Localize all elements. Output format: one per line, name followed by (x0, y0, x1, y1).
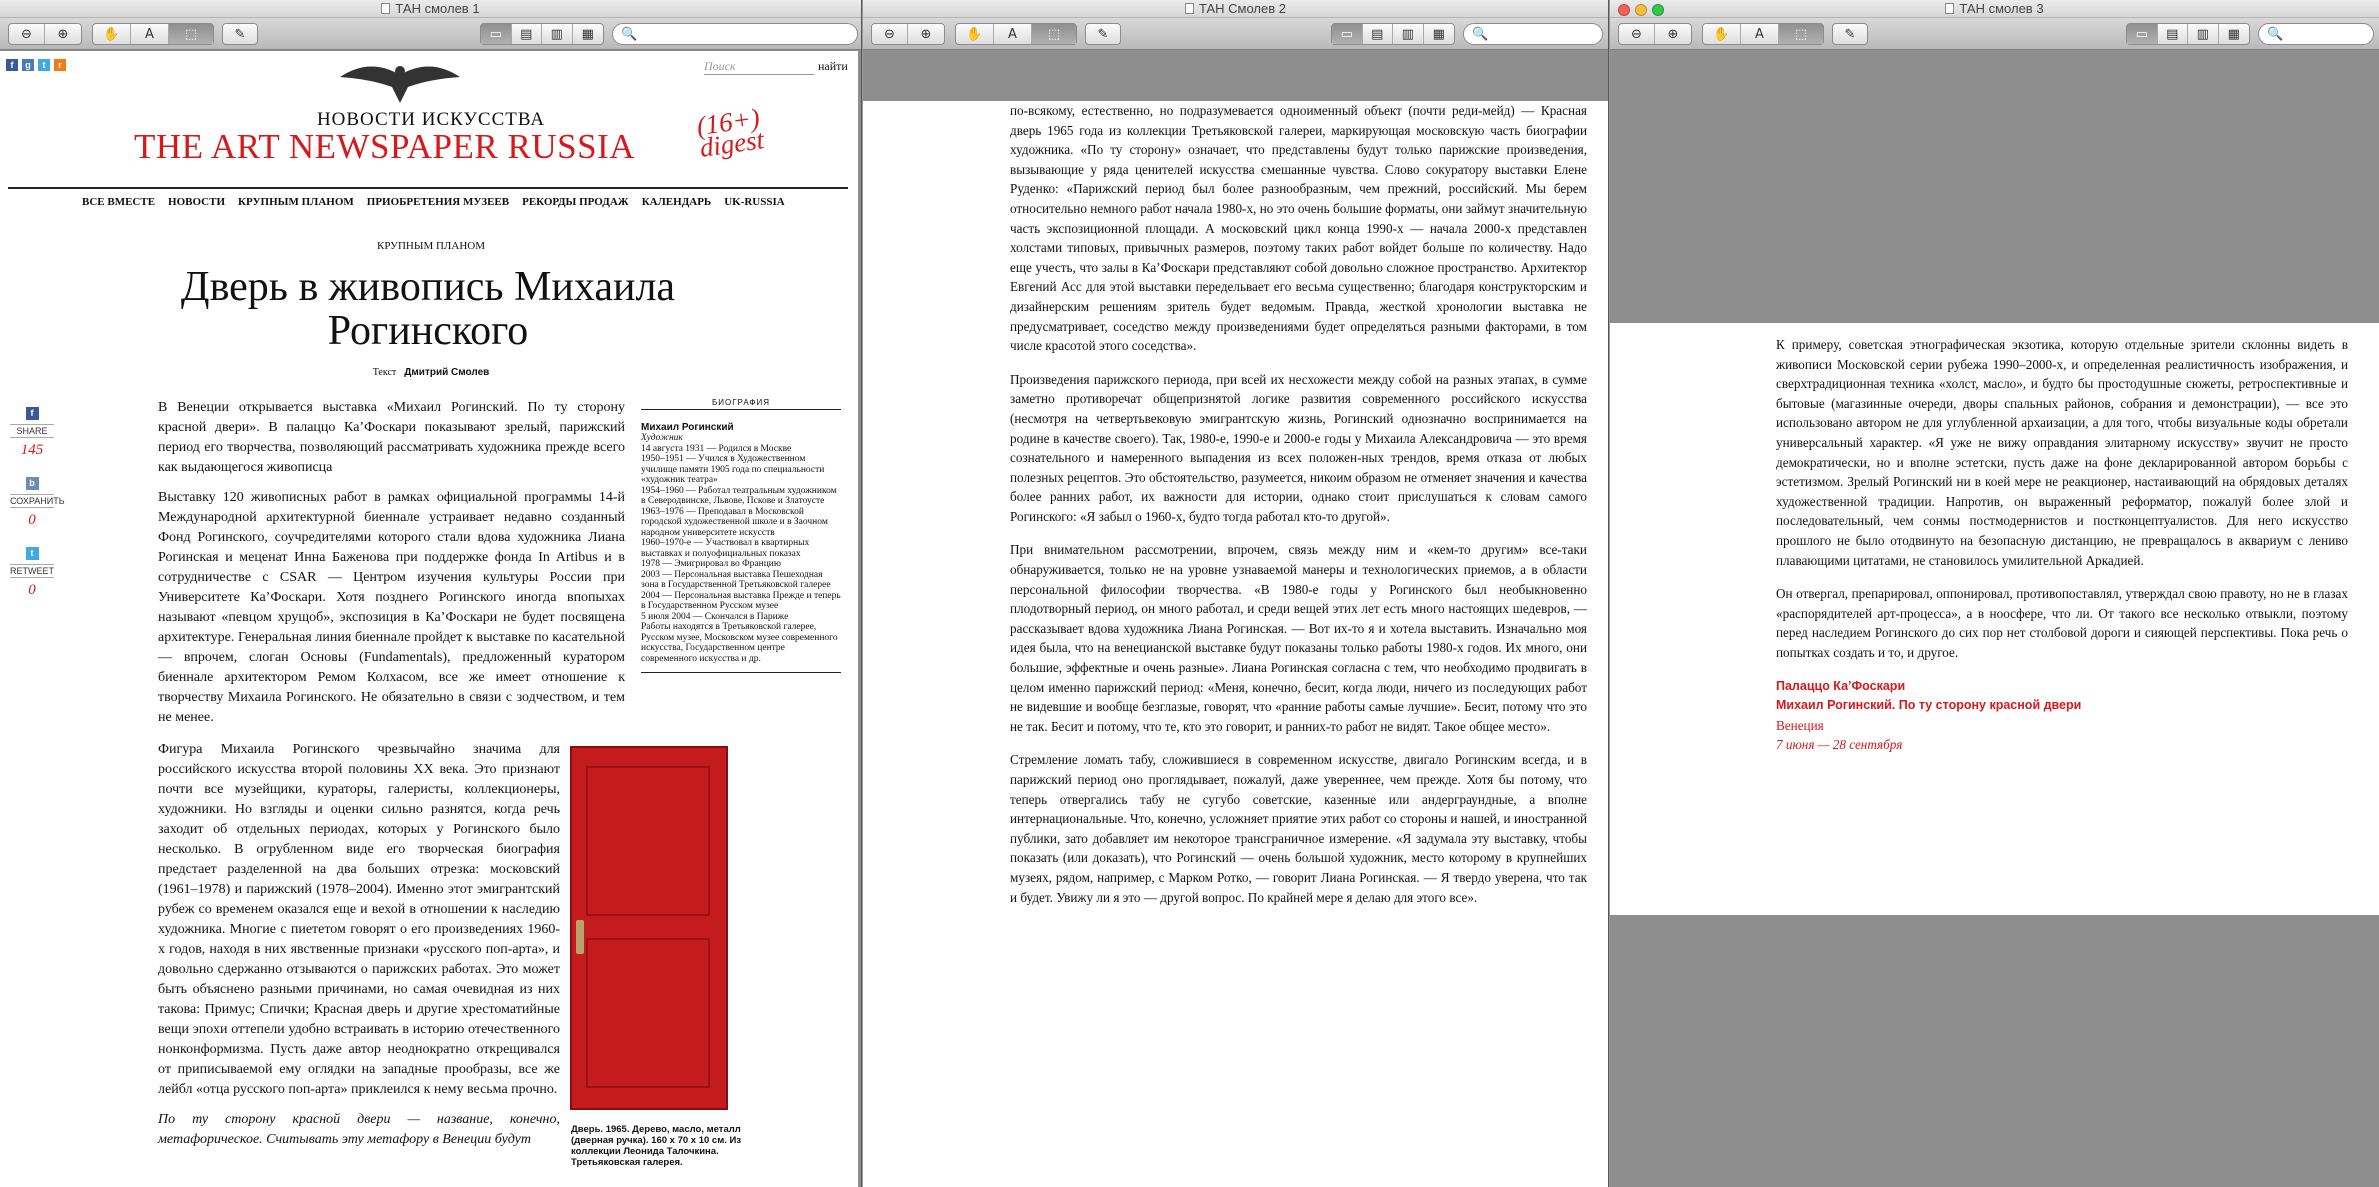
tool-group (1702, 23, 1824, 45)
view-grid-icon[interactable]: ▦ (1432, 26, 1445, 42)
zoom-out-icon[interactable]: ⊖ (9, 24, 45, 44)
search-icon: 🔍 (1472, 26, 1489, 42)
search-field[interactable] (612, 23, 858, 45)
document-icon (381, 3, 390, 14)
share-label: SHARE (10, 424, 54, 438)
exhibition-title: Михаил Рогинский. По ту сторону красной двери (1776, 698, 2082, 713)
nav-item[interactable]: НОВОСТИ (168, 196, 226, 208)
bio-line: Работы находятся в Третьяковской галерее, Русском музее, Московском музее современного искусства, Государственном центре современного искусства и др. (641, 622, 838, 664)
tool-group (955, 23, 1077, 45)
view-two-icon[interactable]: ▥ (2188, 24, 2219, 44)
eagle-logo (330, 57, 470, 107)
bookmark-icon[interactable]: b (26, 477, 39, 490)
titlebar[interactable] (1610, 0, 2379, 18)
rss-icon[interactable]: r (54, 59, 66, 71)
bio-line: 1954–1960 — Работал театральным художником в Северодвинске, Львове, Пскове и Златоусте (641, 485, 837, 506)
view-group (2126, 23, 2250, 45)
door-panel (586, 766, 710, 916)
nav-item[interactable]: ПРИОБРЕТЕНИЯ МУЗЕЕВ (366, 196, 510, 208)
byline (0, 367, 858, 378)
site-search-button[interactable]: найти (818, 59, 848, 73)
zoom-group (871, 23, 945, 45)
paragraph: по-всякому, естественно, но подразумевается одноименный объект (почти реди-мейд) — Красная дверь 1965 года из коллекции Третьяковской галереи, маркирующая московскую часть биографии художника. «По ту сторону» означает, что представлены будут только парижские произведения, вызывающие у ряда ценителей искусства смешанные чувства. Слово сокуратору выставки Елене Руденко: «Парижский период был более разнообразным, чем прежний, российский. Мы берем относительно немного работ начала 1980-х, но это очень большие форматы, они займут значительную часть экспозиционной площади. А московский цикл конца 1990-х — начала 2000-х представлен холстами типовых, привычных размеров, поэтому таких работ войдет больше по количеству. Надо еще учесть, что залы в Ка’Фоскари представляют собой довольно сложное пространство. Архитектор Евгений Асс для этой выставки передельвает его весьма существенно; благодаря конструкторским и дизайнерским решениям зритель будет ведомым. Правда, жесткой хронологии выставка не предусматривает, соседство между произведениями будет определяться разными факторами, в том числе красотой этого соседства». (1010, 103, 1587, 354)
search-icon: 🔍 (2267, 26, 2284, 42)
view-two-icon[interactable]: ▥ (1393, 24, 1424, 44)
nav-item[interactable]: ВСЕ ВМЕСТЕ (82, 196, 156, 208)
window-title: ТАН смолев 3 (1959, 1, 2044, 16)
share-panel (10, 401, 65, 611)
hand-tool-icon[interactable]: ✋ (93, 24, 131, 44)
facebook-icon[interactable]: f (6, 59, 18, 71)
document-icon (1185, 3, 1194, 14)
article-body-2 (158, 740, 560, 1160)
bio-line: 5 июля 2004 — Скончался в Париже (641, 611, 789, 622)
divider (8, 187, 848, 189)
lead-paragraph: В Венеции открывается выставка «Михаил Рогинский. По ту сторону красной двери». В палаццо Ка’Фоскари показывают зрелый, парижский период его творчества, позволяющий рассматривать художника прежде всего как выдающегося живописца (158, 400, 625, 475)
page-3 (1610, 323, 2379, 915)
city: Венеция (1776, 717, 1824, 733)
main-nav (82, 196, 785, 208)
window-title: ТАН Смолев 2 (1198, 1, 1286, 16)
venue: Палаццо Ка’Фоскари (1776, 678, 1906, 693)
section-label: КРУПНЫМ ПЛАНОМ (377, 240, 485, 252)
dates: 7 июня — 28 сентября (1776, 737, 1903, 753)
view-sidebar-icon[interactable]: ▤ (2158, 24, 2189, 44)
save-count: 0 (28, 512, 36, 528)
search-icon: 🔍 (621, 26, 638, 42)
toolbar (863, 18, 1608, 50)
bio-line: 2003 — Персональная выставка Пешеходная зона в Государственной Третьяковской галерее (641, 569, 831, 590)
bio-role: Художник (641, 433, 683, 443)
headline: Дверь в живопись Михаила Рогинского (180, 264, 676, 355)
titlebar[interactable] (863, 0, 1608, 18)
toolbar (1610, 18, 2379, 50)
view-sidebar-icon[interactable]: ▤ (1363, 24, 1394, 44)
document-area[interactable] (1610, 51, 2379, 1187)
view-single-icon[interactable]: ▭ (1332, 24, 1363, 44)
view-grid-icon[interactable]: ▦ (581, 26, 594, 42)
document-area[interactable] (863, 51, 1608, 1187)
zoom-in-icon[interactable]: ⊕ (1667, 26, 1679, 42)
bio-line: 1963–1976 — Преподавал в Московской городской художественной школе и в Заочном народном университете искусств (641, 506, 828, 538)
pen-icon[interactable]: ✎ (1097, 26, 1109, 42)
paragraph: При внимательном рассмотрении, впрочем, связь между ним и «кем-то другим» все-таки обнаруживается, только не на уровне узнаваемой манеры и технологических приемов, а в области персональной философии творчества. «В 1980-е годы у Рогинского был необыкновенно плодотворный период, он много работал, и среди вещей этих лет есть много настоящих шедевров, — рассказывает вдова художника Лиана Рогинская. — Вот их-то я и хотела выставить. Изначально моя идея была, что на венецианской выставке будут показаны только работы 1980-х годов. Их много, они большие, эффектные и очень разные». Лиана Рогинская согласна с тем, что необходимо продвигать в целом именно парижский период: «Меня, конечно, бесит, когда люди, ничего из последующих работ не видевшие и вообще безглазые, говорят, что «ранние работы самые лучшие». Бесит, потому что это не так. Бесит и потому, что те, кто это говорит, и ранних-то работ не видят. Такое общее место». (1010, 542, 1587, 734)
view-single-icon[interactable]: ▭ (481, 24, 512, 44)
page-3-text (1776, 335, 2348, 755)
paragraph: Стремление ломать табу, сложившиеся в современном искусстве, двигало Рогинским всегда, и в парижский период оно проглядывает, пожалуй, даже увереннее, чем прежде. Хотя бы потому, что теперь отвергались табу не сугубо советские, казенные или андерграундные, а вполне интернациональные. Что, конечно, усложняет приятие этих работ со стороны и нашей, и иностранной публики, зато добавляет им некоторое трансграничное измерение. «Я задумала эту выставку, чтобы показать (или доказать), что Рогинский — очень большой художник, место которому в крупнейших музеях, рядом, например, с Марком Ротко, — говорит Лиана Рогинская. — Я твердо уверена, что так и будет. Увижу ли я это — другой вопрос. По крайней мере я делаю для этого все». (1010, 752, 1587, 905)
paragraph: По ту сторону красной двери — название, конечно, метафорическое. Считывать эту метафору в Венеции будут (158, 1112, 560, 1147)
view-group (1331, 23, 1455, 45)
text-tool-icon[interactable]: A (994, 24, 1032, 44)
select-tool-icon[interactable]: ⬚ (1779, 24, 1823, 44)
zoom-out-icon[interactable]: ⊖ (872, 24, 908, 44)
page-1 (0, 51, 858, 1187)
page-2 (863, 101, 1609, 1187)
zoom-group (1618, 23, 1692, 45)
annotate-group (1085, 23, 1121, 45)
paragraph: Произведения парижского периода, при всей их несхожести между собой на разных этапах, в сумме заметно противоречат общепризнятой логике развития современного российского искусства (несмотря на четвертьвековую эмигрантскую жизнь, Рогинский однозначно воспринимается на родине в качестве своего). Так, 1980-е, 1990-е и 2000-е годы у Михаила Александровича — это время сознательного и намеренного выпадения из всех положен-ных трендов, время отказа от любых полезных рецептов. Это обстоятельство, разумеется, никоим образом не отменяет значения и качества более ранних работ, их важности для истории, однако стоит прислушаться к словам самого Рогинского: «Я забыл о 1960-х, будто тогда работал кто-то другой». (1010, 371, 1587, 524)
biography-heading: БИОГРАФИЯ (641, 398, 841, 410)
divider (641, 672, 841, 673)
document-icon (1945, 3, 1954, 14)
view-single-icon[interactable]: ▭ (2127, 24, 2158, 44)
logo-title[interactable]: THE ART NEWSPAPER RUSSIA (134, 127, 635, 166)
bio-line: 14 августа 1931 — Родился в Москве (641, 443, 792, 454)
nav-item[interactable]: КАЛЕНДАРЬ (641, 196, 712, 208)
nav-item[interactable]: РЕКОРДЫ ПРОДАЖ (522, 196, 629, 208)
google-icon[interactable]: g (22, 59, 34, 71)
facebook-icon[interactable]: f (26, 407, 39, 420)
bio-line: 1950–1951 — Учился в Художественном училище памяти 1905 года по специальности «художник театра» (641, 454, 825, 485)
byline-author: Дмитрий Смолев (404, 367, 490, 378)
zoom-in-icon[interactable]: ⊕ (920, 26, 932, 42)
image-caption: Дверь. 1965. Дерево, масло, металл (дверная ручка). 160 x 70 x 10 см. Из коллекции Леонида Талочкина. Третьяковская галерея. (571, 1124, 742, 1168)
text-tool-icon[interactable]: A (131, 24, 169, 44)
text-tool-icon[interactable]: A (1741, 24, 1779, 44)
document-area[interactable] (0, 51, 861, 1187)
view-sidebar-icon[interactable]: ▤ (512, 24, 543, 44)
tool-group (92, 23, 214, 45)
view-group (480, 23, 604, 45)
window-1 (0, 0, 862, 1187)
bio-line: 2004 — Персональная выставка Прежде и теперь в Государственном Русском музее (641, 590, 841, 611)
logo-subtitle: НОВОСТИ ИСКУССТВА (316, 109, 546, 130)
paragraph: Фигура Михаила Рогинского чрезвычайно значима для российского искусства второй половины XX века. Это признают почти все музейщики, кураторы, галеристы, коллекционеры, художники. Но взгляды и оценки сильно разнятся, когда речь заходит об отдельных периодах, которых у Рогинского было несколько. В огрубленном виде его творческая биография предстает разделенной на два больших отрезка: московский (1961–1978) и парижский (1978–2004). Именно этот эмигрантский рубеж со временем оказался еще и вехой в отношении к наследию художника. Многие с пиететом говорят о его произведениях 1960-х годов, находя в них явственные признаки «русского поп-арта», и довольно сдержанно отзываются о парижских работах. Это может быть объяснено разными причинами, но самая очевидная из них такова: Примус; Спички; Красная дверь и другие хрестоматийные вещи эпохи оттепели удобно встраивать в историю отечественного нонконформизма. Пусть даже автор неоднократно открещивался от приписываемой ему оглядки на западные прообразы, все же лейбл «отца русского поп-арта» приклеился к нему весьма прочно. (158, 742, 560, 1097)
bio-line: 1978 — Эмигрировал во Францию (641, 559, 781, 569)
annotate-group (1832, 23, 1868, 45)
window-title: ТАН смолев 1 (395, 1, 480, 16)
social-links (6, 59, 66, 71)
paragraph: К примеру, советская этнографическая экзотика, которую отдельные зрители склонны видеть в живописи Московской серии рубежа 1990–2000-х, и определенная реалистичность изображения, и сверхтрадиционная техника «холст, масло», и будто бы простодушные сюжеты, ретроспективные и бытовые (магазинные очереди, дворы спальных районов, собрания и демонстрации), — все это использовано автором не для углубленной архаизации, а для того, чтобы визуальные коды обретали универсальный характер. «Я уже не вижу оправдания элитарному искусству» звучит не просто демократически, но и вполне эстетски, пусть даже на фоне декларированной автором борьбы с эстетизмом. Зрелый Рогинский ни в коей мере не реакционер, настаивающий на обрядовых деталях художественной традиции. Напротив, он выраженный реформатор, пожалуй более злой и последовательный, чем сонмы постмодернистов и постконцептуалистов. Для него искусство прошлого не было отодвинуто на безопасную дистанцию, не превращалось в аквариум с лениво плавающими цитатами, не становилось умилительной Аркадией. (1776, 337, 2348, 568)
share-count: 145 (20, 442, 44, 458)
bio-name: Михаил Рогинский (641, 422, 734, 433)
page-2-text (1010, 101, 1587, 921)
pen-icon[interactable]: ✎ (1844, 26, 1856, 42)
zoom-out-icon[interactable]: ⊖ (1619, 24, 1655, 44)
search-field[interactable] (2258, 23, 2374, 45)
byline-label: Текст (372, 367, 397, 378)
nav-item[interactable]: UK-RUSSIA (724, 196, 785, 208)
annotate-group (222, 23, 258, 45)
titlebar[interactable] (0, 0, 861, 18)
hand-tool-icon[interactable]: ✋ (956, 24, 994, 44)
minimize-icon[interactable] (1635, 4, 1647, 16)
zoom-group (8, 23, 82, 45)
view-grid-icon[interactable]: ▦ (2227, 26, 2240, 42)
door-panel (586, 938, 710, 1088)
pen-icon[interactable]: ✎ (234, 26, 246, 42)
close-icon[interactable] (1618, 4, 1630, 16)
window-2 (863, 0, 1609, 1187)
hand-tool-icon[interactable]: ✋ (1703, 24, 1741, 44)
site-search-input[interactable]: Поиск (704, 59, 814, 75)
paragraph: Выставку 120 живописных работ в рамках официальной программы 14-й Международной архитектурной биеннале устраивает недавно созданный Фонд Рогинского, соучредителями которого стали вдова художника Лиана Рогинская и меценат Инна Баженова при поддержке фонда In Artibus и в сотрудничестве с CSAR — Центром изучения культуры России при Университете Ка’Фоскари. Хотя позднего Рогинского иногда впопыхах называют «певцом хрущоб», экспозиция в Ка’Фоскари не будет посвящена архитектуре. Генеральная линия биеннале пройдет к выставке по касательной — впрочем, слоган Основы (Fundamentals), предложенный куратором биеннале архитектором Ремом Колхасом, все же имеет отношение к творчеству Михаила Рогинского. Не обязательно в связи с зодчеством, и тем не менее. (158, 490, 625, 725)
paragraph: Он отвергал, препарировал, оппонировал, противопоставлял, утверждал свою правоту, но не в глазах «распорядителей арт-процесса», а в ноосфере, что ли. От такого все несколько отвыкли, поэтому перед наследием Рогинского до сих пор нет столбовой дороги и сияющей перспективы. Пока речь о попытках создать и то, и другое. (1776, 586, 2348, 660)
bio-line: 1960–1970-е — Участвовал в квартирных выставках и полуофициальных показах (641, 538, 810, 559)
zoom-in-icon[interactable]: ⊕ (57, 26, 69, 42)
digest-badge: (16+) digest (694, 102, 766, 163)
twitter-icon[interactable]: t (26, 547, 39, 560)
zoom-icon[interactable] (1652, 4, 1664, 16)
select-tool-icon[interactable]: ⬚ (169, 24, 213, 44)
retweet-count: 0 (28, 582, 36, 598)
view-two-icon[interactable]: ▥ (542, 24, 573, 44)
red-door-image (570, 746, 728, 1110)
toolbar (0, 18, 861, 50)
biography-box (641, 398, 841, 673)
select-tool-icon[interactable]: ⬚ (1032, 24, 1076, 44)
twitter-icon[interactable]: t (38, 59, 50, 71)
article-body (158, 398, 625, 738)
nav-item[interactable]: КРУПНЫМ ПЛАНОМ (238, 196, 354, 208)
search-field[interactable] (1463, 23, 1603, 45)
door-handle (576, 920, 584, 954)
retweet-label: RETWEET (10, 566, 54, 576)
window-3 (1610, 0, 2379, 1187)
save-label: СОХРАНИТЬ (10, 496, 65, 506)
